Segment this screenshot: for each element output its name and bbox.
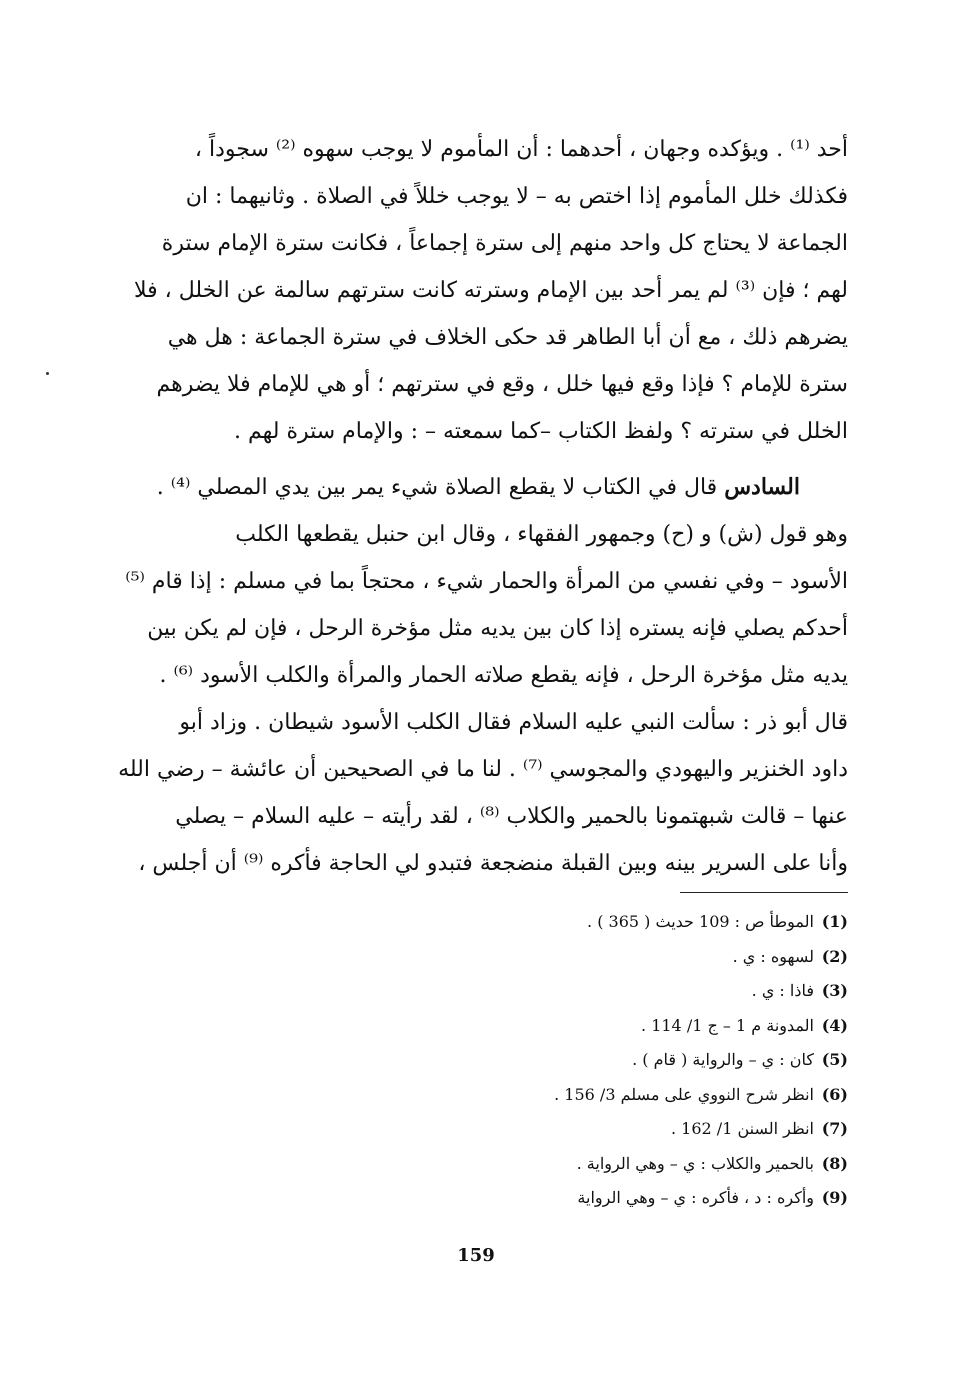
- text-line-content: قال في الكتاب لا يقطع الصلاة شيء يمر بين يدي المصلي ⁽⁴⁾ .: [156, 475, 718, 500]
- footnote: [470, 1147, 848, 1182]
- footnote-text: المدونة م 1 – ج 1/ 114 .: [641, 1015, 814, 1035]
- footnote-text: الموطأ ص : 109 حديث ( 365 ) .: [587, 912, 814, 931]
- footnote: [470, 1009, 848, 1044]
- footnote: [470, 1181, 848, 1216]
- text-line: سترة للإمام ؟ فإذا وقع فيها خلل ، وقع في سترتهم ؛ أو هي للإمام فلا يضرهم: [156, 372, 848, 397]
- text-line: داود الخنزير واليهودي والمجوسي ⁽⁷⁾ . لنا ما في الصحيحين أن عائشة – رضي الله: [118, 757, 848, 782]
- text-line: وأنا على السرير بينه وبين القبلة منضجعة فتبدو لي الحاجة فأكره ⁽⁹⁾ أن أجلس ،: [138, 851, 848, 876]
- footnote: [470, 974, 848, 1009]
- footnote-text: كان : ي – والرواية ( قام ) .: [632, 1050, 814, 1069]
- footnote: [470, 940, 848, 975]
- text-line: يضرهم ذلك ، مع أن أبا الطاهر قد حكى الخلاف في سترة الجماعة : هل هي: [167, 325, 848, 350]
- text-line: يديه مثل مؤخرة الرحل ، فإنه يقطع صلاته الحمار والمرأة والكلب الأسود ⁽⁶⁾ .: [159, 663, 848, 688]
- footnote-text: بالحمير والكلاب : ي – وهي الرواية .: [576, 1153, 814, 1173]
- footnote-text: فاذا : ي .: [751, 981, 814, 1000]
- text-line: الخلل في سترته ؟ ولفظ الكتاب –كما سمعته – : والإمام سترة لهم .: [233, 419, 848, 444]
- text-line: الجماعة لا يحتاج كل واحد منهم إلى سترة إجماعاً ، فكانت سترة الإمام سترة: [161, 231, 848, 256]
- text-line: لهم ؛ فإن ⁽³⁾ لم يمر أحد بين الإمام وسترته كانت سترتهم سالمة عن الخلل ، فلا: [134, 278, 848, 303]
- footnote-number: (2): [821, 946, 848, 966]
- footnote-text: انظر السنن 1/ 162 .: [670, 1119, 814, 1138]
- paragraph-1: [134, 126, 848, 455]
- text-line: فكذلك خلل المأموم إذا اختص به – لا يوجب خللاً في الصلاة . وثانيهما : ان: [185, 184, 848, 209]
- text-line: وهو قول (ش) و (ح) وجمهور الفقهاء ، وقال ابن حنبل يقطعها الكلب: [235, 522, 848, 547]
- footnotes: [470, 905, 848, 1216]
- footnote-separator: [680, 892, 848, 893]
- footnote-number: (3): [821, 981, 848, 1000]
- footnote-number: (1): [821, 912, 848, 931]
- footnote: [470, 1078, 848, 1113]
- footnote-number: (7): [821, 1119, 848, 1138]
- footnote-number: (5): [821, 1050, 848, 1069]
- footnote-number: (8): [821, 1153, 848, 1173]
- footnote: [470, 1043, 848, 1078]
- text-line: أحد ⁽¹⁾ . ويؤكده وجهان ، أحدهما : أن المأموم لا يوجب سهوه ⁽²⁾ سجوداً ،: [194, 137, 848, 162]
- footnote-text: انظر شرح النووي على مسلم 3/ 156 .: [554, 1084, 814, 1104]
- page-number: 159: [457, 1245, 495, 1266]
- footnote: [470, 905, 848, 940]
- footnote: [470, 1112, 848, 1147]
- text-line-first: [156, 464, 848, 511]
- footnote-number: (4): [821, 1015, 848, 1035]
- footnote-text: وأكره : د ، فأكره : ي – وهي الرواية: [577, 1188, 814, 1207]
- text-line: عنها – قالت شبهتمونا بالحمير والكلاب ⁽⁸⁾ ، لقد رأيته – عليه السلام – يصلي: [175, 804, 848, 829]
- footnote-text: لسهوه : ي .: [732, 946, 814, 966]
- paragraph-2: [118, 464, 848, 887]
- text-line: أحدكم يصلي فإنه يستره إذا كان بين يديه مثل مؤخرة الرحل ، فإن لم يكن بين: [147, 616, 848, 641]
- footnote-number: (6): [821, 1084, 848, 1104]
- text-line: الأسود – وفي نفسي من المرأة والحمار شيء ، محتجاً بما في مسلم : إذا قام ⁽⁵⁾: [125, 569, 848, 594]
- footnote-number: (9): [821, 1188, 848, 1207]
- section-heading-word: السادس: [724, 474, 800, 500]
- stray-ink-dot: [46, 372, 49, 375]
- text-line: قال أبو ذر : سألت النبي عليه السلام فقال الكلب الأسود شيطان . وزاد أبو: [179, 710, 848, 735]
